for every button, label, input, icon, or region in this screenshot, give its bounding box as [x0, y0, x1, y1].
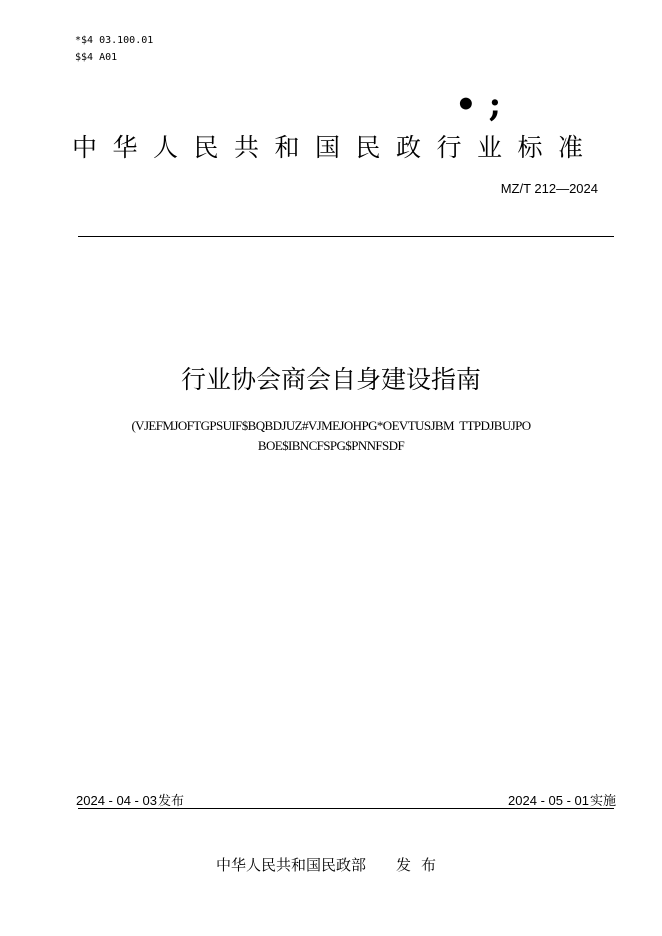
- header-divider: [78, 236, 614, 237]
- effective-date: [508, 790, 616, 809]
- issue-date: [76, 790, 184, 809]
- issue-date-value: 2024 - 04 - 03: [76, 793, 157, 808]
- standard-decoration: • ;: [455, 85, 502, 125]
- issuer: [0, 854, 662, 875]
- english-title-line-1: (VJEFMJOFTGPSUIF$BQBDJUZ#VJMEJOHPG*OEVTUSJBM TTPDJBUJPO: [131, 418, 531, 433]
- issuer-name: 中华人民共和国民政部: [215, 856, 366, 874]
- english-title: [0, 416, 662, 456]
- document-title: 行业协会商会自身建设指南: [180, 365, 481, 394]
- footer-divider: [78, 808, 614, 809]
- ccs-code: $$4 A01: [75, 52, 118, 63]
- standard-category-title: 中华人民共和国民政行业标准: [72, 133, 599, 162]
- effective-date-value: 2024 - 05 - 01: [508, 793, 589, 808]
- english-title-line-2: BOE$IBNCFSPG$PNNFSDF: [257, 438, 405, 453]
- standard-number: MZ/T 212—2024: [500, 181, 598, 196]
- effective-label: 实施: [589, 794, 616, 809]
- issue-label: 发布: [157, 794, 184, 809]
- issuer-action: 发布: [396, 856, 447, 874]
- classification-codes: [75, 32, 153, 66]
- ics-code: *$4 03.100.01: [75, 35, 154, 46]
